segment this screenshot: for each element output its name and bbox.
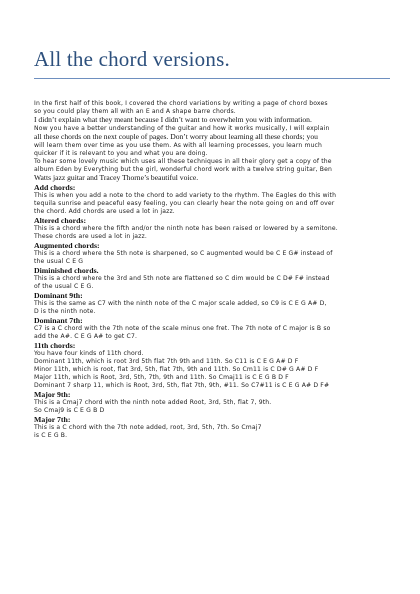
emphasis-paragraph [34, 116, 390, 125]
text-line: Add chords: [34, 182, 76, 192]
text-line: Altered chords: [34, 215, 87, 225]
text-line: This is when you add a note to the chord to add variety to the rhythm. The Eagles do this with [34, 191, 337, 199]
section-heading [34, 183, 390, 192]
text-line: Now you have a better understanding of the guitar and how it works musically, I will explain [34, 124, 330, 132]
text-line: Major 9th: [34, 389, 71, 399]
text-line: of the usual C E G. [34, 282, 94, 290]
text-line: will learn them over time as you use them. As with all learning processes, you learn much [34, 141, 323, 149]
text-line: tequila sunrise and peaceful easy feeling, you can clearly hear the note going on and off over [34, 199, 335, 207]
text-line: This is a Cmaj7 chord with the ninth note added Root, 3rd, 5th, flat 7, 9th. [34, 398, 272, 406]
text-line: I didn’t explain what they meant because I didn’t want to overwhelm you with information. [34, 115, 312, 124]
paragraph [34, 100, 390, 116]
section-heading [34, 291, 390, 300]
text-line: the chord. Add chords are used a lot in jazz. [34, 207, 175, 215]
text-line: Watts jazz guitar and Tracey Thorne’s beautiful voice. [34, 172, 199, 182]
paragraph [34, 424, 390, 440]
paragraph [34, 192, 390, 216]
text-line: This is the same as C7 with the ninth note of the C major scale added, so C9 is C E G A# D, [34, 299, 327, 307]
paragraph [34, 350, 390, 390]
text-line: album Eden by Everything but the girl, wonderful chord work with a twelve string guitar, Ben [34, 165, 333, 173]
text-line: so you could play them all with an E and A shape barre chords. [34, 108, 236, 115]
text-line: Dominant 9th: [34, 290, 83, 300]
text-line: This is a chord where the 3rd and 5th note are flattened so C dim would be C D# F# instead [34, 274, 330, 282]
text-line: Minor 11th, which is root, flat 3rd, 5th, flat 7th, 9th and 11th. So Cm11 is C D# G A# D F [34, 365, 319, 373]
text-line: all these chords on the next couple of pages. Don’t worry about learning all these chords; you [34, 131, 318, 141]
text-line: These chords are used a lot in jazz. [34, 232, 147, 240]
paragraph [34, 142, 390, 158]
text-line: quicker if it is relevant to you and what you are doing. [34, 149, 208, 157]
text-line: This is a chord where the fifth and/or the ninth note has been raised or lowered by a semitone. [34, 224, 338, 232]
text-line: C7 is a C chord with the 7th note of the scale minus one fret. The 7th note of C major is B so [34, 324, 331, 332]
text-line: Dominant 11th, which is root 3rd 5th flat 7th 9th and 11th. So C11 is C E G A# D F [34, 357, 299, 365]
text-line: is C E G B. [34, 431, 68, 439]
section-heading [34, 415, 390, 424]
section-heading [34, 316, 390, 325]
section-heading [34, 216, 390, 225]
text-line: Augmented chords: [34, 240, 100, 250]
text-line: Dominant 7th: [34, 315, 83, 325]
text-line: Diminished chords. [34, 265, 99, 275]
paragraph [34, 275, 390, 291]
emphasis-paragraph [34, 174, 390, 183]
text-line: You have four kinds of 11th chord. [34, 349, 144, 357]
section-heading [34, 390, 390, 399]
text-line: Dominant 7 sharp 11, which is Root, 3rd, 5th, flat 7th, 9th, #11. So C7#11 is C E G A# D F# [34, 381, 330, 389]
title-rule [34, 78, 390, 79]
emphasis-paragraph [34, 133, 390, 142]
section-heading [34, 241, 390, 250]
page-title: All the chord versions. [34, 47, 230, 71]
paragraph [34, 158, 390, 174]
text-line: Major 11th, which is Root, 3rd, 5th, 7th, 9th and 11th. So Cmaj11 is C E G B D F [34, 373, 289, 381]
text-line: the usual C E G [34, 257, 84, 265]
text-line: So Cmaj9 is C E G B D [34, 406, 105, 414]
paragraph [34, 300, 390, 316]
text-line: To hear some lovely music which uses all these techniques in all their glory get a copy of the [34, 157, 332, 165]
document-body [34, 100, 390, 440]
text-line: D is the ninth note. [34, 307, 96, 315]
text-line: Major 7th: [34, 414, 71, 424]
paragraph [34, 250, 390, 266]
paragraph [34, 399, 390, 415]
paragraph [34, 225, 390, 241]
text-line: This is a C chord with the 7th note added, root, 3rd, 5th, 7th. So Cmaj7 [34, 423, 262, 431]
text-line: This is a chord where the 5th note is sharpened, so C augmented would be C E G# instead of [34, 249, 333, 257]
paragraph [34, 325, 390, 341]
section-heading [34, 341, 390, 350]
section-heading [34, 266, 390, 275]
text-line: add the A#. C E G A# to get C7. [34, 332, 138, 340]
text-line: In the first half of this book, I covered the chord variations by writing a page of chord boxes [34, 100, 328, 107]
text-line: 11th chords: [34, 340, 76, 350]
